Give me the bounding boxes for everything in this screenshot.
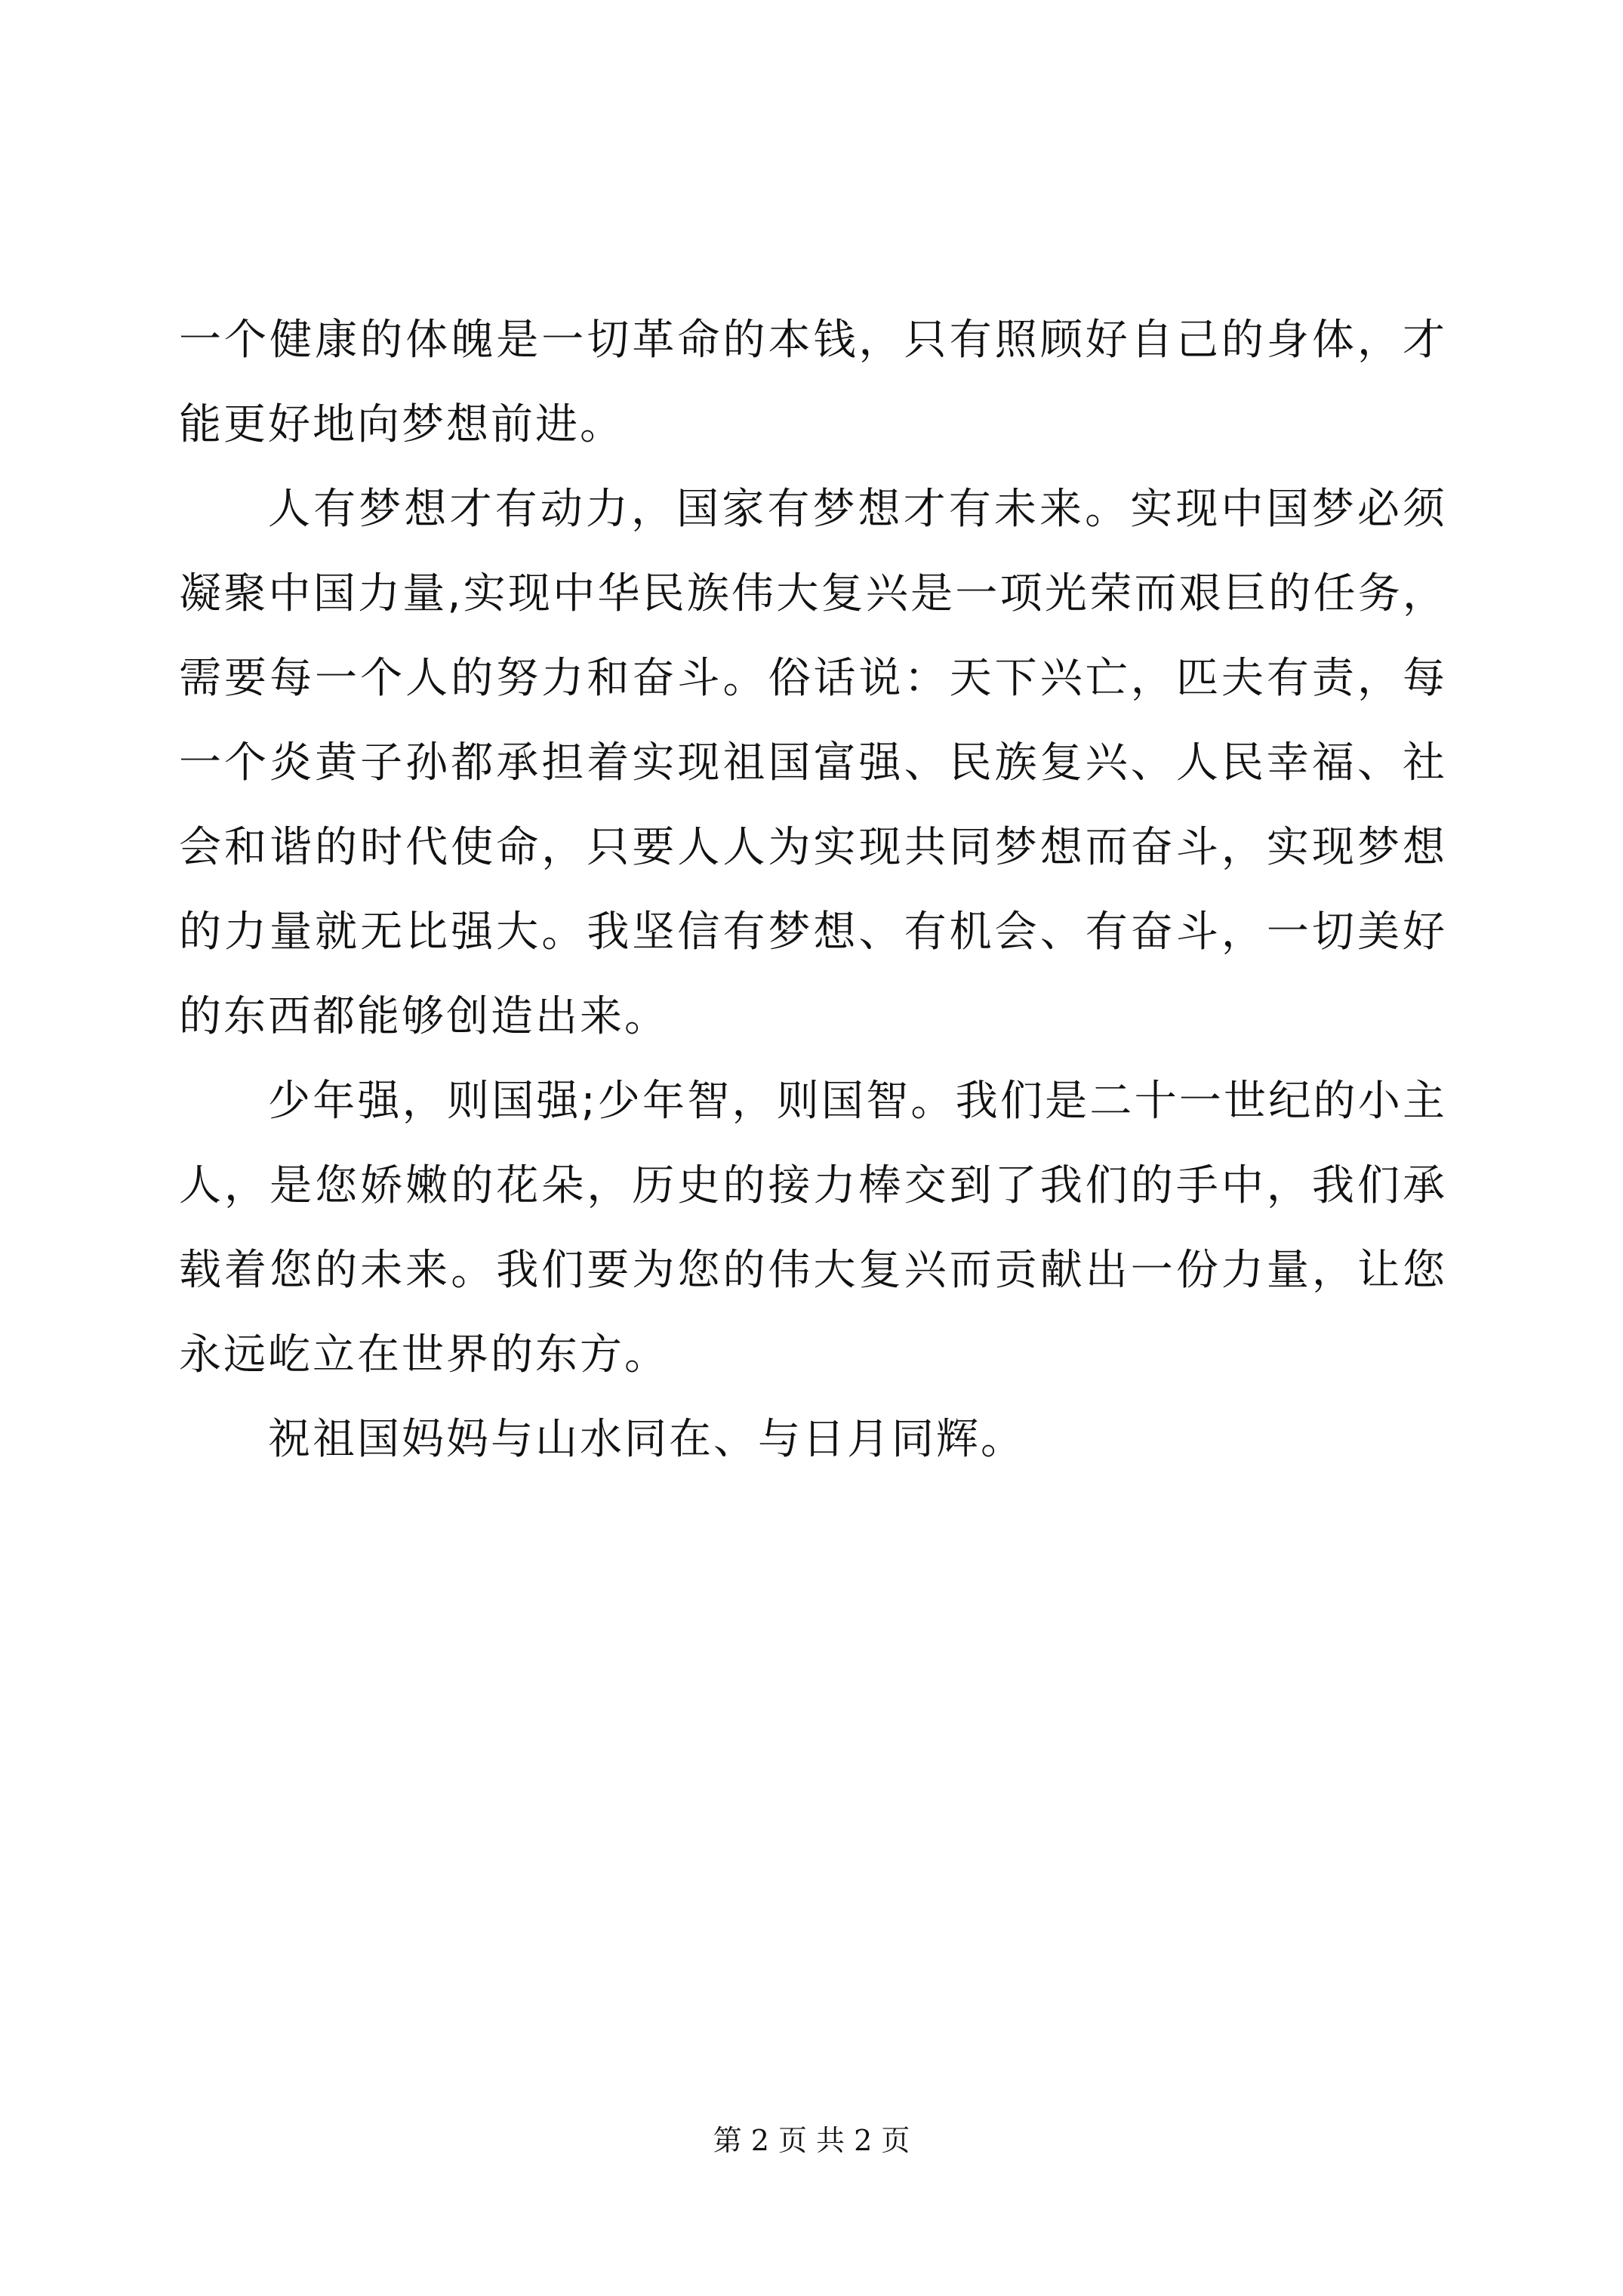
- page-number: 第 2 页 共 2 页: [713, 2124, 910, 2157]
- page-footer: [0, 2122, 1623, 2159]
- body-text: [179, 298, 1447, 1482]
- paragraph-3: 少年强，则国强;少年智，则国智。我们是二十一世纪的小主人，是您娇嫩的花朵，历史的接力棒交到了我们的手中，我们承载着您的未来。我们要为您的伟大复兴而贡献出一份力量，让您永远屹立在世界的东方。: [179, 1077, 1447, 1379]
- paragraph-2: 人有梦想才有动力，国家有梦想才有未来。实现中国梦必须凝聚中国力量,实现中华民族伟大复兴是一项光荣而艰巨的任务，需要每一个人的努力和奋斗。俗话说：天下兴亡，匹夫有责，每一个炎黄子孙都承担着实现祖国富强、民族复兴、人民幸福、社会和谐的时代使命，只要人人为实现共同梦想而奋斗，实现梦想的力量就无比强大。我坚信有梦想、有机会、有奋斗，一切美好的东西都能够创造出来。: [179, 485, 1447, 1041]
- paragraph-4: 祝祖国妈妈与山水同在、与日月同辉。: [268, 1415, 1025, 1464]
- paragraph-1: 一个健康的体魄是一切革命的本钱，只有照顾好自己的身体，才能更好地向梦想前进。: [179, 316, 1447, 449]
